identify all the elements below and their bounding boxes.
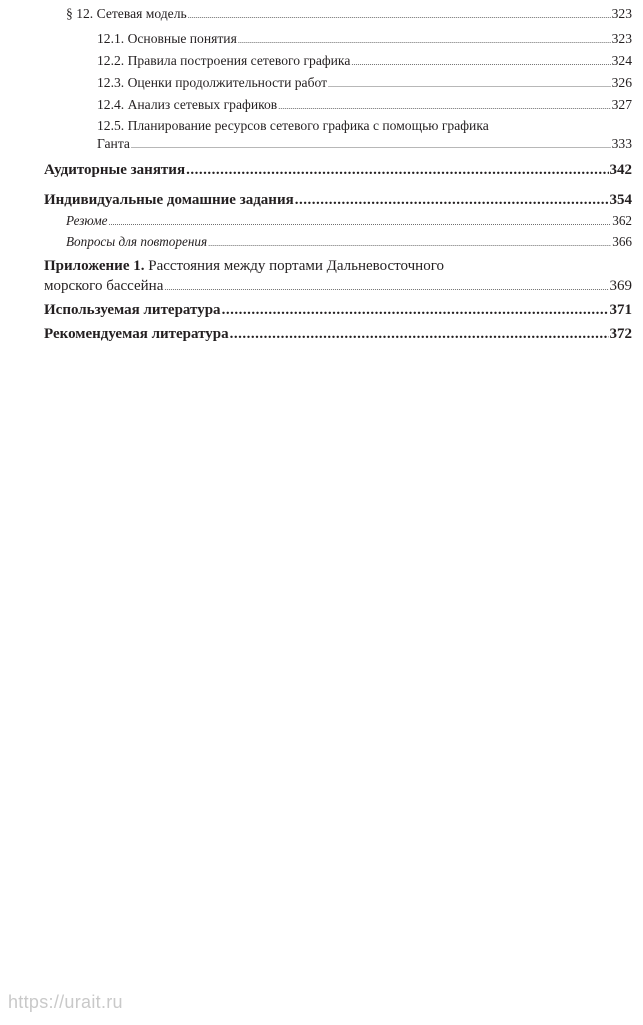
toc-leader-dots xyxy=(164,277,608,299)
toc-entry-label: Резюме xyxy=(66,213,108,228)
toc-leader-dots xyxy=(230,323,609,345)
toc-leader-dots xyxy=(278,97,610,117)
toc-appendix-number: Приложение 1. xyxy=(44,258,145,274)
toc-entry-label: Используемая литература xyxy=(44,302,221,318)
source-url-watermark[interactable]: https://urait.ru xyxy=(8,992,123,1012)
toc-entry-label: Вопросы для повторения xyxy=(66,234,208,249)
toc-page-number: 372 xyxy=(609,326,632,342)
toc-entry-label: 12.2. Правила построения сетевого графика xyxy=(97,53,351,68)
toc-entry-homework[interactable] xyxy=(44,189,632,211)
toc-entry-label: 12.3. Оценки продолжительности работ xyxy=(97,75,328,90)
toc-entry-section-12[interactable] xyxy=(66,4,632,24)
toc-entry-review-questions[interactable] xyxy=(66,233,632,251)
toc-page-number: 369 xyxy=(609,278,632,294)
toc-leader-dots xyxy=(238,31,611,51)
toc-leader-dots xyxy=(108,214,611,232)
toc-entry-label: Индивидуальные домашние задания xyxy=(44,192,294,208)
toc-entry-auditory-classes[interactable] xyxy=(44,159,632,181)
toc-entry-label: 12.4. Анализ сетевых графиков xyxy=(97,97,278,112)
toc-entry-label: Ганта xyxy=(97,136,130,151)
toc-page-number: 362 xyxy=(612,213,632,228)
toc-entry-12-2[interactable] xyxy=(97,51,632,71)
toc-entry-appendix-1[interactable] xyxy=(44,275,632,297)
toc-page-number: 326 xyxy=(611,75,632,90)
toc-entry-summary[interactable] xyxy=(66,212,632,230)
toc-leader-dots xyxy=(295,189,609,211)
toc-leader-dots xyxy=(131,136,611,156)
toc-leader-dots xyxy=(222,299,609,321)
toc-page-number: 323 xyxy=(611,6,632,21)
toc-entry-recommended-literature[interactable] xyxy=(44,323,632,345)
toc-entry-12-5-line1: 12.5. Планирование ресурсов сетевого графика с помощью графика xyxy=(97,118,489,133)
toc-leader-dots xyxy=(328,75,611,95)
toc-page-number: 342 xyxy=(609,162,632,178)
toc-entry-used-literature[interactable] xyxy=(44,299,632,321)
toc-leader-dots xyxy=(208,235,611,253)
toc-entry-12-3[interactable] xyxy=(97,73,632,93)
toc-entry-12-1[interactable] xyxy=(97,29,632,49)
toc-entry-label: Аудиторные занятия xyxy=(44,162,186,178)
toc-page-number: 371 xyxy=(609,302,632,318)
toc-entry-12-5[interactable] xyxy=(97,134,632,154)
toc-leader-dots xyxy=(351,53,610,73)
toc-entry-label: 12.1. Основные понятия xyxy=(97,31,237,46)
toc-entry-12-4[interactable] xyxy=(97,95,632,115)
toc-entry-label: морского бассейна xyxy=(44,278,164,294)
toc-entry-appendix-1-line1 xyxy=(44,255,444,277)
toc-leader-dots xyxy=(186,159,608,181)
toc-entry-label: Рекомендуемая литература xyxy=(44,326,229,342)
toc-page-number: 324 xyxy=(611,53,632,68)
toc-page-number: 366 xyxy=(612,234,632,249)
toc-page-number: 333 xyxy=(611,136,632,151)
toc-entry-label: § 12. Сетевая модель xyxy=(66,6,187,21)
toc-appendix-title: Расстояния между портами Дальневосточного xyxy=(144,258,444,274)
toc-page-number: 354 xyxy=(609,192,632,208)
toc-page-number: 327 xyxy=(611,97,632,112)
toc-leader-dots xyxy=(188,6,611,26)
toc-page-number: 323 xyxy=(611,31,632,46)
